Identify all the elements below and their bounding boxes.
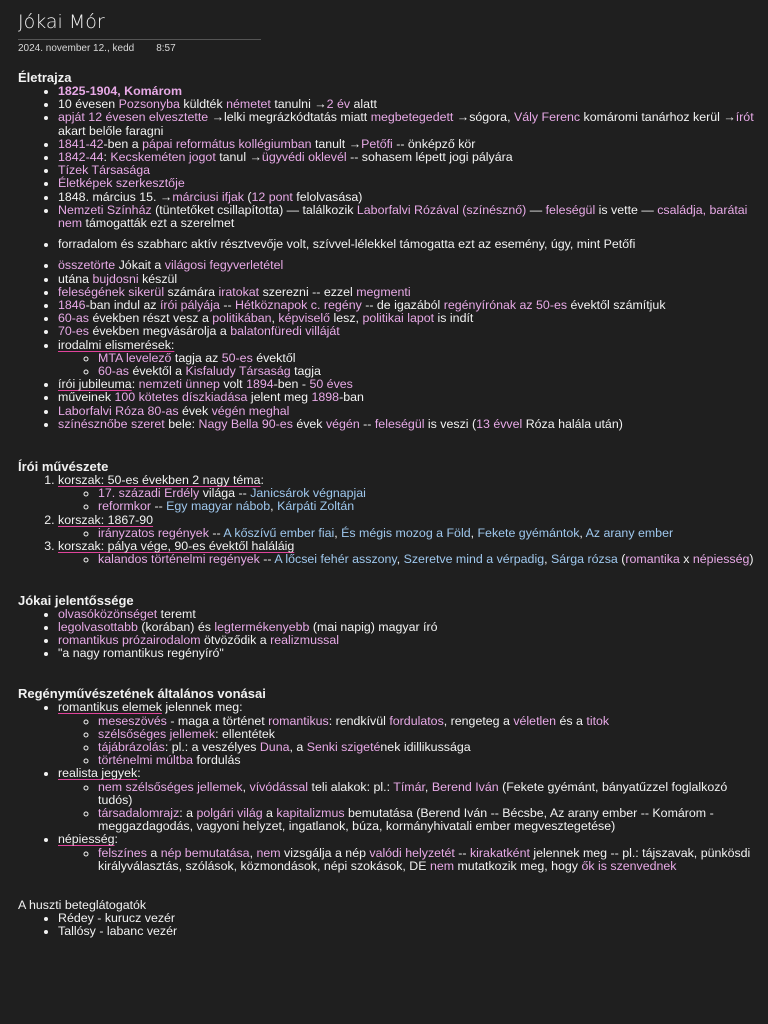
list-item: ◦ szélsőséges jellemek: ellentétek — [98, 728, 758, 741]
list-item: ◦ irányzatos regények -- A kőszívű ember fiai, És mégis mozog a Föld, Fekete gyémántok, Az arany ember — [98, 527, 758, 540]
list-item: • 1825-1904, Komárom — [58, 85, 758, 98]
general-list — [18, 701, 758, 873]
visitors-list — [18, 912, 758, 938]
note-body[interactable] — [18, 70, 758, 939]
page-title[interactable]: Jókai Mór — [18, 11, 105, 33]
list-item: 1. korszak: 50-es években 2 nagy téma: ◦ 17. századi Erdély világa -- Janicsárok végnapjai ◦ reformkor -- Egy magyar nábob, Kárpáti Zoltán — [58, 474, 758, 514]
note-header — [18, 10, 261, 55]
list-item: • apját 12 évesen elvesztette →lelki megrázkódtatás miatt megbetegedett →sógora, Vály Ferenc komáromi tanárhoz kerül →írót akart belőle faragni — [58, 111, 758, 137]
list-item: • 1841-42-ben a pápai református kollégiumban tanult →Petőfi -- önképző kör — [58, 138, 758, 151]
bio-list — [18, 85, 758, 431]
list-item: • népiesség: ◦ felszínes a nép bemutatása, nem vizsgálja a nép valódi helyzetét -- kirakatként jelennek meg -- pl.: tájszavak, pünkösdi királyválasztás, szólások, közmondások, népi szokások, DE nem mutatkozik meg, hogy ők is szenvednek — [58, 833, 758, 873]
section-heading-visitors: A huszti beteglátogatók — [18, 897, 147, 912]
list-item: • irodalmi elismerések: ◦ MTA levelező tagja az 50-es évektől ◦ 60-as évektől a Kisfaludy Társaság tagja — [58, 339, 758, 379]
section-heading-bio: Életrajza — [18, 70, 72, 85]
list-item: • romantikus prózairodalom ötvöződik a realizmussal — [58, 634, 758, 647]
list-item: • feleségének sikerül számára iratokat szerezni -- ezzel megmenti — [58, 286, 758, 299]
list-item: • 60-as években részt vesz a politikában, képviselő lesz, politikai lapot is indít — [58, 312, 758, 325]
list-item: ◦ reformkor -- Egy magyar nábob, Kárpáti Zoltán — [98, 500, 758, 513]
list-item: • színésznőbe szeret bele: Nagy Bella 90-es évek végén -- feleségül is veszi (13 évvel Róza halála után) — [58, 418, 758, 431]
list-item: • Rédey - kurucz vezér — [58, 912, 758, 925]
list-item: • legolvasottabb (korában) és legtermékenyebb (mai napig) magyar író — [58, 621, 758, 634]
note-time: 8:57 — [156, 43, 176, 54]
list-item: • írói jubileuma: nemzeti ünnep volt 1894-ben - 50 éves — [58, 378, 758, 391]
list-item: • 70-es években megvásárolja a balatonfüredi villáját — [58, 325, 758, 338]
list-item: • műveinek 100 kötetes díszkiadása jelent meg 1898-ban — [58, 391, 758, 404]
section-heading-general: Regényművészetének általános vonásai — [18, 686, 266, 702]
art-list — [18, 474, 758, 566]
list-item: • összetörte Jókait a világosi fegyverletétel — [58, 259, 758, 272]
list-item: • "a nagy romantikus regényíró" — [58, 647, 758, 660]
list-item: • olvasóközönséget teremt — [58, 608, 758, 621]
list-item: • Életképek szerkesztője — [58, 177, 758, 190]
list-item: ◦ történelmi múltba fordulás — [98, 754, 758, 767]
section-heading-art: Írói művészete — [18, 459, 109, 475]
list-item: • Laborfalvi Róza 80-as évek végén meghal — [58, 405, 758, 418]
list-item: ◦ tájábrázolás: pl.: a veszélyes Duna, a Senki szigetének idillikussága — [98, 741, 758, 754]
list-item: ◦ 17. századi Erdély világa -- Janicsárok végnapjai — [98, 487, 758, 500]
significance-list — [18, 608, 758, 661]
list-item: ◦ kalandos történelmi regények -- A lőcsei fehér asszony, Szeretve mind a vérpadig, Sárga rózsa (romantika x népiesség) — [98, 553, 758, 566]
list-item: • 1848. március 15. →márciusi ifjak (12 pont felolvasása) — [58, 191, 758, 204]
list-item: 3. korszak: pálya vége, 90-es évektől haláláig ◦ kalandos történelmi regények -- A lőcsei fehér asszony, Szeretve mind a vérpadig, Sárga rózsa (romantika x népiesség) — [58, 540, 758, 566]
list-item: • utána bujdosni készül — [58, 273, 758, 286]
list-item: • Nemzeti Színház (tüntetőket csillapította) — találkozik Laborfalvi Rózával (színésznő) — feleségül is vette — családja, barátai nem támogatták ezt a szerelmet — [58, 204, 758, 230]
section-heading-significance: Jókai jelentőssége — [18, 592, 134, 608]
note-timestamp — [18, 42, 261, 55]
list-item: • 1842-44: Kecskeméten jogot tanul →ügyvédi oklevél -- sohasem lépett jogi pályára — [58, 151, 758, 164]
list-item: ◦ felszínes a nép bemutatása, nem vizsgálja a nép valódi helyzetét -- kirakatként jelennek meg -- pl.: tájszavak, pünkösdi királyválasztás, szólások, közmondások, népi szokások, DE nem mutatkozik meg, hogy ők is szenvednek — [98, 847, 758, 873]
list-item: ◦ nem szélsőséges jellemek, vívódással teli alakok: pl.: Tímár, Berend Iván (Fekete gyémánt, bányatűzzel foglalkozó tudós) — [98, 781, 758, 807]
list-item: ◦ társadalomrajz: a polgári világ a kapitalizmus bemutatása (Berend Iván -- Bécsbe, Az arany ember -- Komárom - meggazdagodás, vagyoni helyzet, ingatlanok, búza, kormányhivatali ember megvesztegetése) — [98, 807, 758, 833]
list-item: • Tízek Társasága — [58, 164, 758, 177]
list-item: ◦ meseszövés - maga a történet romantikus: rendkívül fordulatos, rengeteg a véletlen és a titok — [98, 715, 758, 728]
list-item: • romantikus elemek jelennek meg: ◦ meseszövés - maga a történet romantikus: rendkívül fordulatos, rengeteg a véletlen és a titok ◦ szélsőséges jellemek: ellentétek ◦ tájábrázolás: pl.: a veszélyes Duna, a Senki szigetének idillikussága ◦ történelmi múltba fordulás — [58, 701, 758, 767]
list-item: • 1846-ban indul az írói pályája -- Hétköznapok c. regény -- de igazából regényírónak az 50-es évektől számítjuk — [58, 299, 758, 312]
list-item: 2. korszak: 1867-90 ◦ irányzatos regények -- A kőszívű ember fiai, És mégis mozog a Föld, Fekete gyémántok, Az arany ember — [58, 514, 758, 540]
list-item: ◦ MTA levelező tagja az 50-es évektől — [98, 352, 758, 365]
list-item: ◦ 60-as évektől a Kisfaludy Társaság tagja — [98, 365, 758, 378]
note-date: 2024. november 12., kedd — [18, 43, 135, 54]
list-item: • forradalom és szabharc aktív résztvevője volt, szívvel-lélekkel támogatta ezt az esemény, úgy, mint Petőfi — [58, 238, 758, 251]
title-divider — [18, 39, 261, 40]
list-item: • 10 évesen Pozsonyba küldték németet tanulni →2 év alatt — [58, 98, 758, 111]
list-item: • Tallósy - labanc vezér — [58, 925, 758, 938]
list-item: • realista jegyek: ◦ nem szélsőséges jellemek, vívódással teli alakok: pl.: Tímár, Berend Iván (Fekete gyémánt, bányatűzzel foglalkozó tudós) ◦ társadalomrajz: a polgári világ a kapitalizmus bemutatása (Berend Iván -- Bécsbe, Az arany ember -- Komárom - meggazdagodás, vagyoni helyzet, ingatlanok, búza, kormányhivatali ember megvesztegetése) — [58, 767, 758, 833]
